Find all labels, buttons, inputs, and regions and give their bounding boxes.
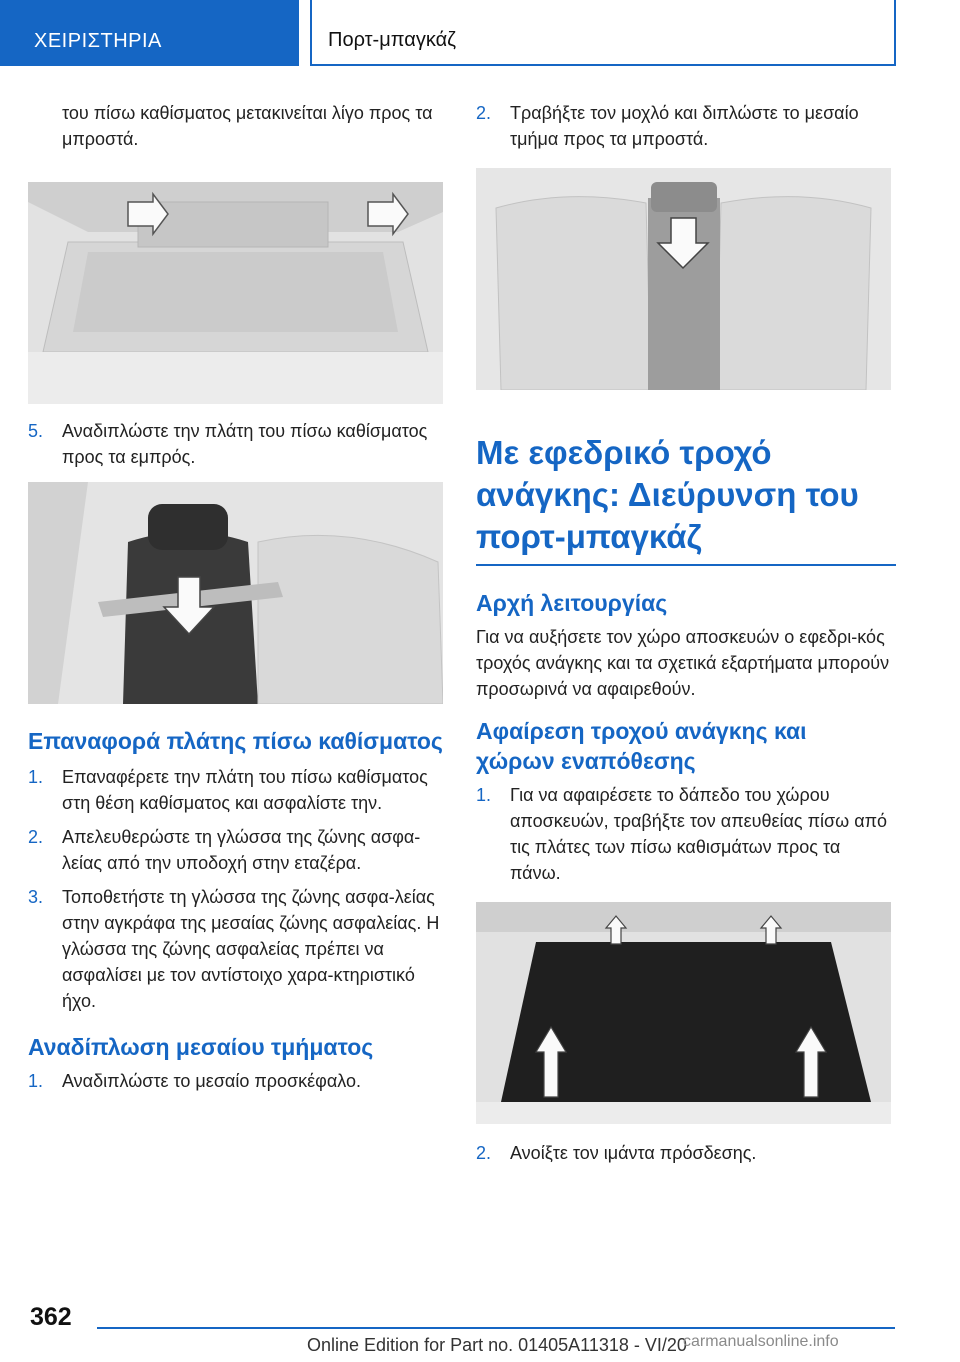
step-fold-backrest (28, 418, 443, 470)
main-heading: Με εφεδρικό τροχό ανάγκης: Διεύρυνση του πορτ-μπαγκάζ (476, 434, 859, 555)
left-column (28, 100, 443, 1094)
removal-heading: Αφαίρεση τροχού ανάγκης και χώρων εναπόθεσης (476, 718, 807, 774)
step-open-strap (476, 1140, 891, 1166)
backrest-illustration (28, 482, 443, 704)
edition-text: Online Edition for Part no. 01405A11318 - VI/20 (307, 1335, 687, 1355)
step-text: Για να αφαιρέσετε το δάπεδο του χώρου αποσκευών, τραβήξτε τον απευθείας πίσω από τις πλάτες των πίσω καθισμάτων προς τα πάνω. (510, 785, 888, 883)
header-chapter-title: Πορτ-μπαγκάζ (328, 29, 456, 51)
middle-section-illustration (476, 168, 891, 390)
trunk-illustration (28, 182, 443, 404)
step-fold-middle (476, 100, 891, 152)
removal-step (476, 782, 891, 886)
right-column (476, 100, 891, 1166)
restore-steps-list (28, 764, 443, 1014)
step-number: 5. (28, 421, 44, 441)
header-section-tab (0, 0, 299, 66)
step-number: 2. (476, 1143, 492, 1163)
trunk-floor-illustration (476, 902, 891, 1124)
intro-text: του πίσω καθίσματος μετακινείται λίγο προς τα μπροστά. (62, 103, 433, 149)
step-number: 2. (28, 827, 44, 847)
watermark: carmanualsonline.info (683, 1333, 839, 1350)
fold-middle-heading: Αναδίπλωση μεσαίου τμήματος (28, 1034, 374, 1060)
footer-rule (97, 1327, 895, 1329)
step-number: 3. (28, 887, 44, 907)
restore-step (28, 824, 443, 876)
step-text: Απελευθερώστε τη γλώσσα της ζώνης ασφα‐λείας από την υποδοχή στην εταζέρα. (62, 827, 421, 873)
step-number: 1. (28, 1071, 44, 1091)
heading-rule (476, 564, 896, 566)
restore-step (28, 764, 443, 816)
step-number: 1. (28, 767, 44, 787)
header-chapter-box (310, 0, 896, 66)
principle-text: Για να αυξήσετε τον χώρο αποσκευών ο εφεδρι‐κός τροχός ανάγκης και τα σχετικά εξαρτήματα μπορούν προσωρινά να αφαιρεθούν. (476, 627, 890, 699)
step-text: Επαναφέρετε την πλάτη του πίσω καθίσματος στη θέση καθίσματος και ασφαλίστε την. (62, 767, 428, 813)
step-text: Τραβήξτε τον μοχλό και διπλώστε το μεσαίο τμήμα προς τα μπροστά. (510, 103, 859, 149)
step-text: Τοποθετήστε τη γλώσσα της ζώνης ασφα‐λείας στην αγκράφα της μεσαίας ζώνης ασφαλείας. Η γλώσσα της ζώνης ασφαλείας πρέπει να ασφαλίσει με τον αντίστοιχο χαρα‐κτηριστικό ήχο. (62, 887, 440, 1011)
page-number: 362 (30, 1303, 72, 1331)
step-number: 1. (476, 785, 492, 805)
step-text: Αναδιπλώστε την πλάτη του πίσω καθίσματος προς τα εμπρός. (62, 421, 428, 467)
fold-step (28, 1068, 443, 1094)
step-text: Ανοίξτε τον ιμάντα πρόσδεσης. (510, 1143, 757, 1163)
restore-step (28, 884, 443, 1014)
restore-heading: Επαναφορά πλάτης πίσω καθίσματος (28, 728, 443, 754)
step-text: Αναδιπλώστε το μεσαίο προσκέφαλο. (62, 1071, 361, 1091)
step-number: 2. (476, 103, 492, 123)
header-section-title: ΧΕΙΡΙΣΤΗΡΙΑ (34, 30, 162, 52)
principle-heading: Αρχή λειτουργίας (476, 590, 668, 616)
